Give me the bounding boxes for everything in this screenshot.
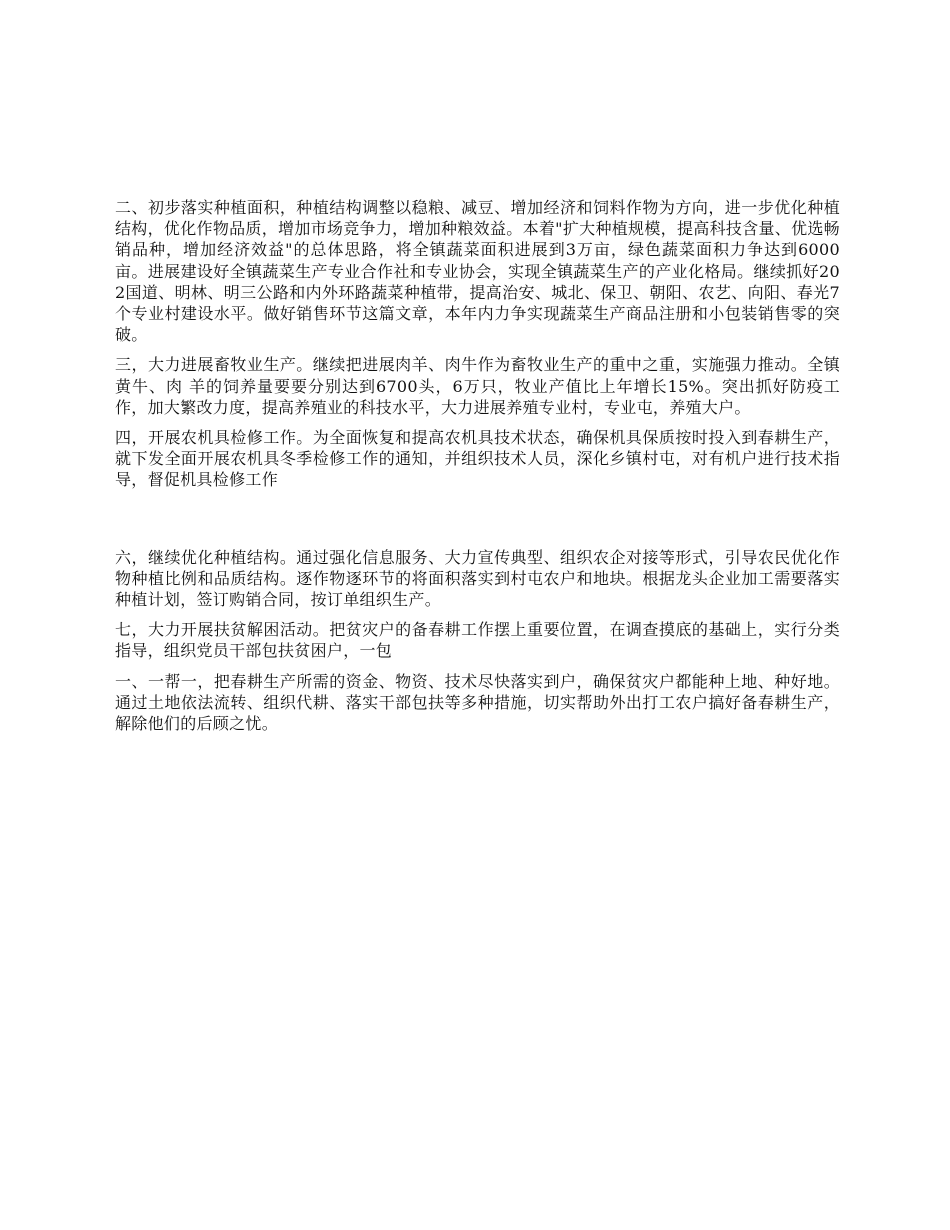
- paragraph-planting-area: 二、初步落实种植面积，种植结构调整以稳粮、减豆、增加经济和饲料作物为方向，进一步优化种植结构，优化作物品质，增加市场竞争力，增加种粮效益。本着"扩大种植规模，提高科技含量、优选畅销品种，增加经济效益"的总体思路，将全镇蔬菜面积进展到3万亩，绿色蔬菜面积力争达到6000亩。进展建设好全镇蔬菜生产专业合作社和专业协会，实现全镇蔬菜生产的产业化格局。继续抓好202国道、明林、明三公路和内外环路蔬菜种植带，提高治安、城北、保卫、朝阳、农艺、向阳、春光7个专业村建设水平。做好销售环节这篇文章，本年内力争实现蔬菜生产商品注册和小包装销售零的突破。: [115, 198, 840, 345]
- paragraph-planting-structure: 六，继续优化种植结构。通过强化信息服务、大力宣传典型、组织农企对接等形式，引导农民优化作物种植比例和品质结构。逐作物逐环节的将面积落实到村屯农户和地块。根据龙头企业加工需要落实种植计划，签订购销合同，按订单组织生产。: [115, 547, 840, 610]
- paragraph-livestock: 三，大力进展畜牧业生产。继续把进展肉羊、肉牛作为畜牧业生产的重中之重，实施强力推动。全镇黄牛、肉 羊的饲养量要要分别达到6700头，6万只，牧业产值比上年增长15%。突出抓好防疫工作，加大繁改力度，提高养殖业的科技水平，大力进展养殖专业村，专业屯，养殖大户。: [115, 355, 840, 417]
- paragraph-poverty-relief: 七，大力开展扶贫解困活动。把贫灾户的备春耕工作摆上重要位置，在调查摸底的基础上，实行分类指导，组织党员干部包扶贫困户，一包: [115, 620, 840, 661]
- document-body: [115, 197, 840, 743]
- paragraph-gap: [115, 500, 840, 547]
- paragraph-machinery-repair: 四，开展农机具检修工作。为全面恢复和提高农机具技术状态，确保机具保质按时投入到春耕生产，就下发全面开展农机具冬季检修工作的通知，并组织技术人员，深化乡镇村屯，对有机户进行技术指导，督促机具检修工作: [115, 428, 840, 490]
- paragraph-one-help-one: 一、一帮一，把春耕生产所需的资金、物资、技术尽快落实到户，确保贫灾户都能种上地、种好地。通过土地依法流转、组织代耕、落实干部包扶等多种措施，切实帮助外出打工农户搞好备春耕生产，解除他们的后顾之忧。: [115, 671, 840, 734]
